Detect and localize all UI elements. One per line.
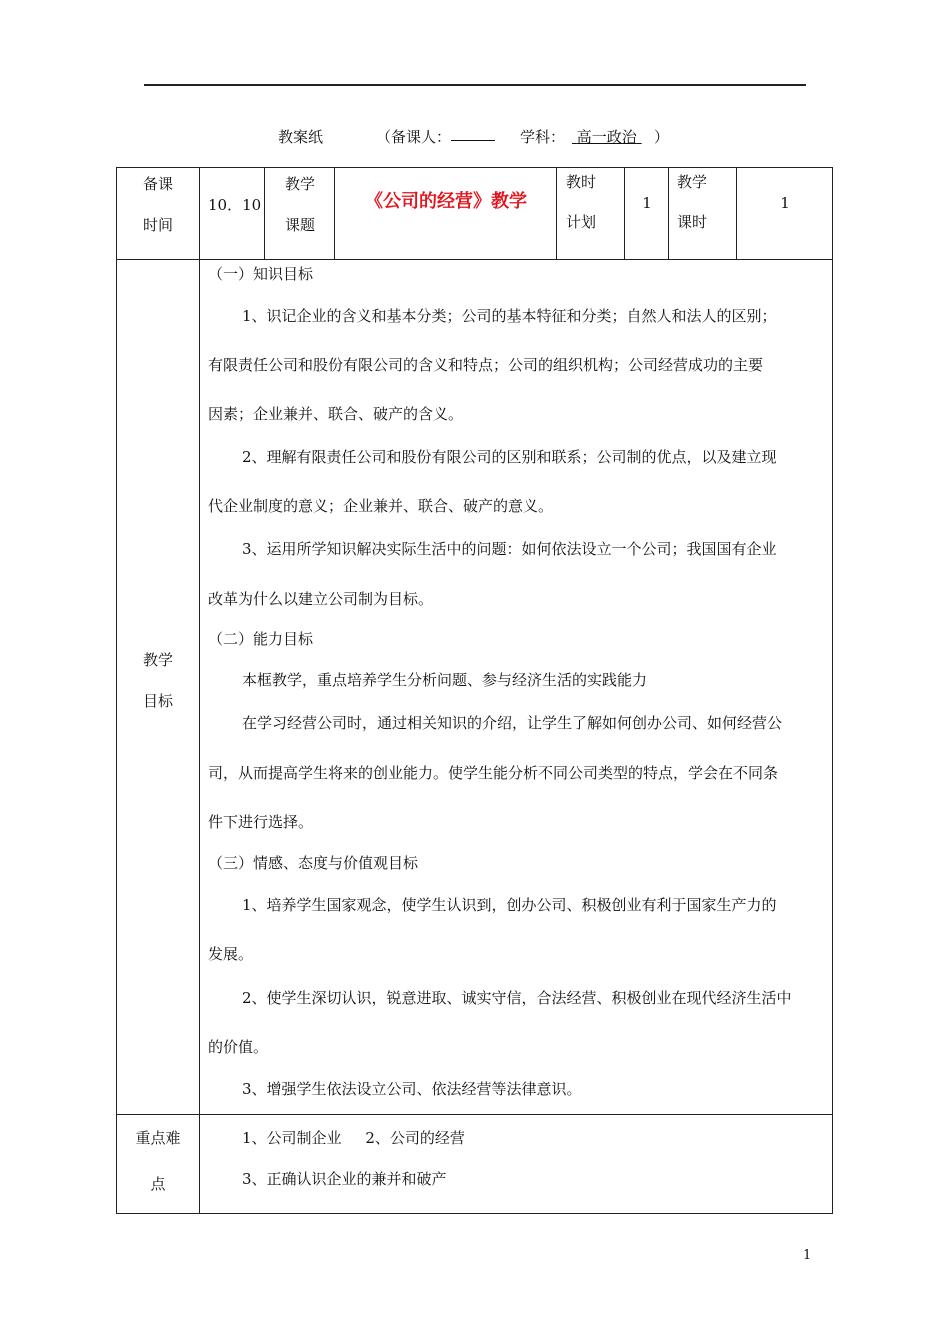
preparer-label-text: （备课人： [376, 128, 452, 146]
prep-time-label-2: 时间 [142, 216, 173, 234]
col-divider-f [736, 167, 737, 259]
lesson-topic: 《公司的经营》教学 [365, 191, 527, 212]
subject-value [572, 126, 642, 147]
objective-line: 本框教学，重点培养学生分析问题、参与经济生活的实践能力 [242, 671, 648, 689]
objective-heading-knowledge: （一）知识目标 [208, 265, 314, 283]
row-divider-2 [116, 1114, 833, 1115]
objective-line: 代企业制度的意义；企业兼并、联合、破产的意义。 [208, 497, 554, 515]
table-border-bottom [116, 1213, 833, 1214]
prep-time-label-1: 备课 [142, 175, 173, 193]
hours-label-1: 教学 [677, 173, 708, 191]
subject-value-text: 高一政治 [576, 128, 637, 146]
objective-line: 发展。 [208, 945, 254, 963]
key-points-label-2: 点 [150, 1175, 166, 1193]
topic-label-1: 教学 [284, 175, 315, 193]
objective-line: 因素；企业兼并、联合、破产的含义。 [208, 405, 464, 423]
plan-label-1: 教时 [566, 173, 597, 191]
key-points-label-1: 重点难 [135, 1129, 181, 1147]
objective-line: 在学习经营公司时，通过相关知识的介绍，让学生了解如何创办公司、如何经营公 [242, 714, 783, 732]
objective-line: 件下进行选择。 [208, 813, 314, 831]
hours-label-2: 课时 [677, 213, 708, 231]
page-number: 1 [803, 1248, 812, 1263]
key-points-line-1: 1、公司制企业 2、公司的经营 [242, 1129, 465, 1147]
col-divider-c [556, 167, 557, 259]
table-border-right [832, 167, 833, 1214]
key-points-line-2: 3、正确认识企业的兼并和破产 [242, 1170, 447, 1188]
objective-line: 1、识记企业的含义和基本分类；公司的基本特征和分类；自然人和法人的区别； [242, 307, 777, 325]
objective-line: 的价值。 [208, 1038, 269, 1056]
objective-line: 改革为什么以建立公司制为目标。 [208, 590, 434, 608]
plan-label-2: 计划 [566, 213, 597, 231]
objective-heading-ability: （二）能力目标 [208, 630, 314, 648]
objective-line: 司，从而提高学生将来的创业能力。使学生能分析不同公司类型的特点，学会在不同条 [208, 764, 779, 782]
preparer-blank [451, 126, 495, 141]
page-title: 教案纸 [278, 128, 324, 146]
plan-value: 1 [642, 194, 652, 212]
table-border-top [116, 167, 833, 168]
prep-date: 10．10 [208, 196, 262, 214]
hours-value: 1 [780, 194, 790, 212]
header-line [0, 126, 950, 148]
objective-line: 2、使学生深切认识，锐意进取、诚实守信，合法经营、积极创业在现代经济生活中 [242, 989, 792, 1007]
objective-line: 有限责任公司和股份有限公司的含义和特点；公司的组织机构；公司经营成功的主要 [208, 356, 764, 374]
row-divider-1 [116, 259, 833, 260]
objectives-label-2: 目标 [142, 692, 173, 710]
objective-line: 3、增强学生依法设立公司、依法经营等法律意识。 [242, 1080, 582, 1098]
subject-label: 学科： [520, 128, 566, 146]
objective-line: 1、培养学生国家观念，使学生认识到，创办公司、积极创业有利于国家生产力的 [242, 896, 777, 914]
objective-heading-values: （三）情感、态度与价值观目标 [208, 854, 419, 872]
subject-close: ） [654, 128, 670, 146]
objective-line: 3、运用所学知识解决实际生活中的问题：如何依法设立一个公司；我国国有企业 [242, 540, 777, 558]
objectives-label-1: 教学 [142, 651, 173, 669]
col-divider-d [624, 167, 625, 259]
objective-line: 2、理解有限责任公司和股份有限公司的区别和联系；公司制的优点，以及建立现 [242, 448, 777, 466]
top-rule [144, 84, 806, 86]
preparer-label [376, 126, 451, 147]
col-divider-e [668, 167, 669, 259]
topic-label-2: 课题 [284, 216, 315, 234]
